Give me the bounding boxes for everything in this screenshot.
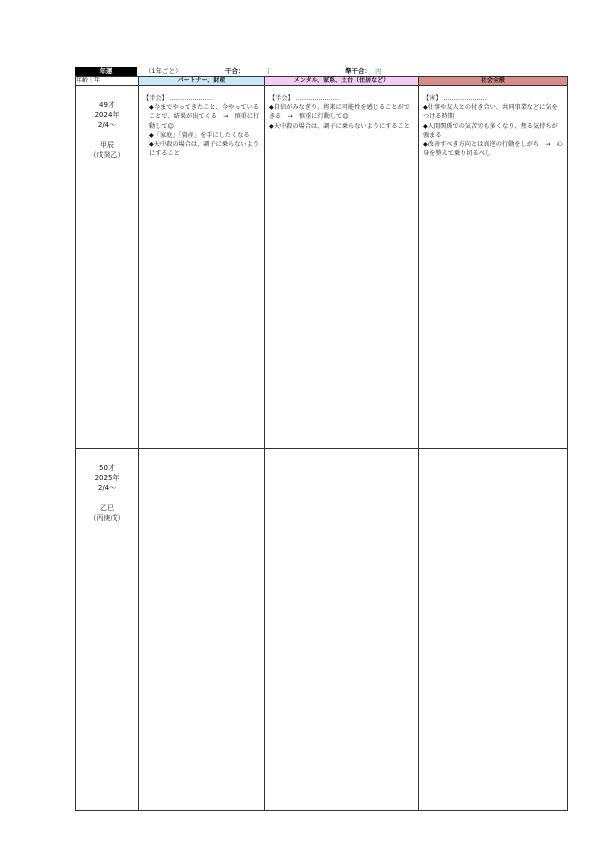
social-tag: 【害】 ………………… [423, 95, 487, 102]
zoukan: （丙庚戊） [89, 514, 125, 522]
header-bar [75, 67, 567, 76]
age-cell [76, 449, 139, 811]
list-item: ◆自信がみなぎり、将来に可能性を感じることができる → 慎重に行動して☺ [269, 104, 410, 121]
age: 50才 [99, 464, 115, 472]
col-partner: パートナー、財産 [139, 77, 265, 86]
mental-cell [265, 86, 419, 449]
kangou-value: 丁 [265, 67, 272, 75]
jun-kangou-label: 準干合： [345, 67, 371, 75]
mental-cell [265, 449, 419, 811]
start-date: 2/4～ [97, 121, 117, 129]
list-item: ◆仕事や友人との付き合い、共同事業などに気をつける時期 [423, 104, 558, 121]
table-row [76, 86, 568, 449]
mental-tag: 【半会】 ………………… [269, 95, 340, 102]
period-note: （1年ごと） [145, 67, 182, 75]
age-cell [76, 86, 139, 449]
kanshi: 甲辰 [100, 141, 114, 149]
list-item: ◆天中殺の場合は、調子に乗らないようにすること [149, 141, 259, 158]
partner-cell [139, 86, 265, 449]
kangou-label: 干合： [225, 67, 245, 75]
annual-fortune-title: 年運 [75, 67, 137, 76]
column-header-row [76, 77, 568, 86]
list-item: ◆今までやってきたこと、今やっていることで、結果が出てくる → 慎重に行動して☺ [149, 104, 260, 130]
age: 49才 [99, 101, 115, 109]
partner-cell [139, 449, 265, 811]
col-mental: メンタル、家系、土台（住居など） [265, 77, 419, 86]
list-item: ◆「家庭」「資産」を手にしたくなる [149, 131, 250, 139]
year: 2025年 [94, 474, 120, 482]
list-item: ◆改善すべき方向とは真逆の行動をしがち → 心身を整えて乗り切るべし [423, 141, 563, 158]
kanshi: 乙巳 [100, 504, 114, 512]
list-item: ◆人間関係での気苦労も多くなり、焦る気持ちが強まる [423, 122, 558, 139]
list-item: ◆天中殺の場合は、調子に乗らないようにすること [269, 122, 410, 130]
col-social: 社会全般 [419, 77, 568, 86]
jun-kangou-value: 丙 [375, 67, 382, 75]
partner-tag: 【半会】 ………………… [143, 95, 214, 102]
col-age-year: 年齢｜年 [76, 77, 139, 86]
social-cell [419, 449, 568, 811]
fortune-table [75, 76, 568, 811]
zoukan: （戊癸乙） [89, 151, 125, 159]
table-row [76, 449, 568, 811]
year: 2024年 [94, 111, 120, 119]
start-date: 2/4～ [97, 484, 117, 492]
social-cell [419, 86, 568, 449]
